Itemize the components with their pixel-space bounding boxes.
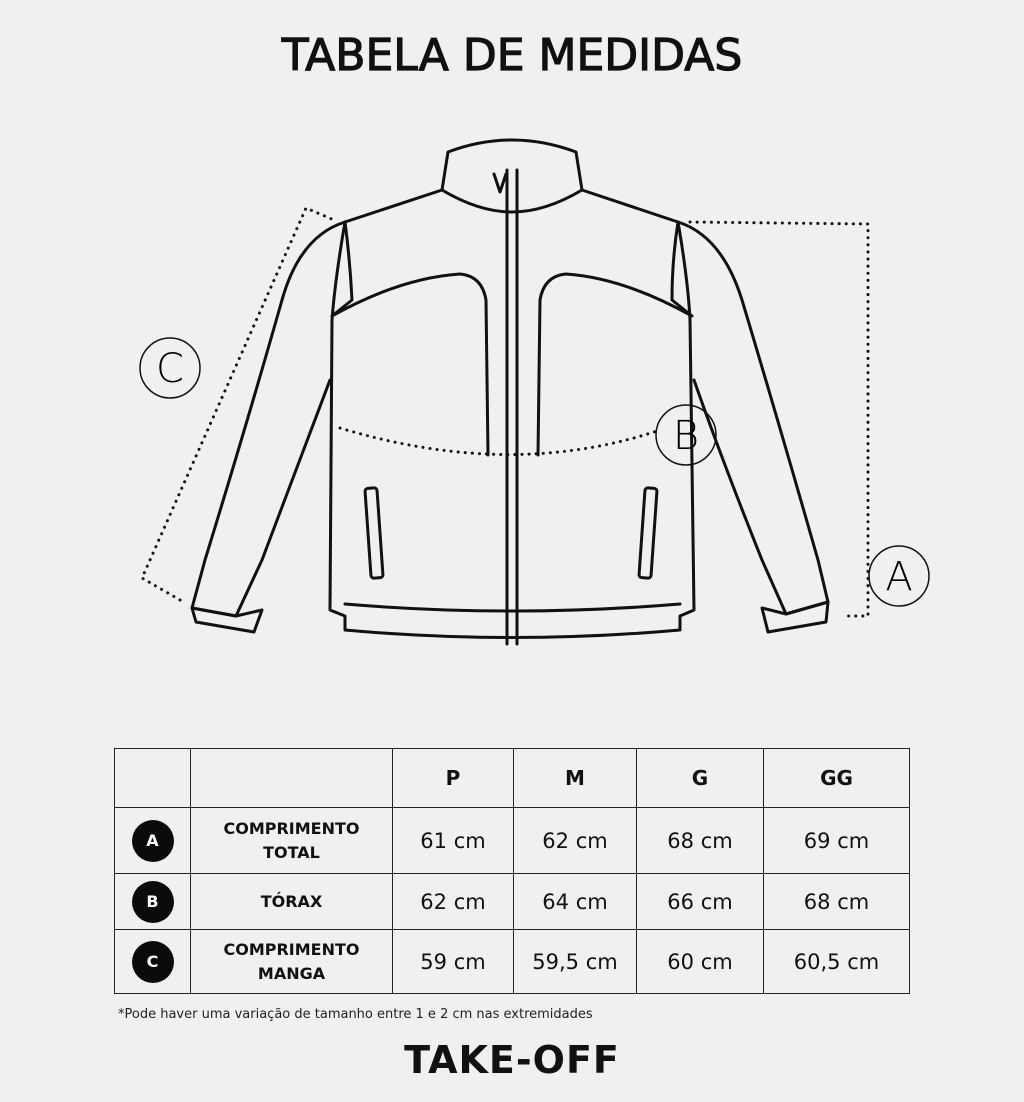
size-table (114, 748, 910, 994)
jacket-diagram (0, 130, 1024, 650)
cell-value: 64 cm (514, 874, 637, 930)
cell-value: 68 cm (764, 874, 910, 930)
page-title: TABELA DE MEDIDAS (281, 30, 743, 81)
jacket-right-pocket (639, 488, 657, 579)
cell-value: 68 cm (637, 808, 764, 874)
jacket-hem-band (345, 604, 680, 611)
cell-value: 60 cm (637, 930, 764, 994)
header-size-g: G (637, 749, 764, 808)
cell-value: 59 cm (393, 930, 514, 994)
table-row (115, 808, 910, 874)
cell-value: 59,5 cm (514, 930, 637, 994)
jacket-left-cuff (192, 608, 262, 632)
label-c: C (156, 346, 184, 392)
header-empty-1 (115, 749, 191, 808)
jacket-left-yoke (332, 222, 488, 455)
footnote: *Pode haver uma variação de tamanho entre 1 e 2 cm nas extremidades (118, 1007, 593, 1022)
label-a: A (885, 554, 913, 600)
cell-value: 62 cm (393, 874, 514, 930)
jacket-collar (442, 140, 582, 212)
jacket-left-pocket (365, 488, 383, 579)
cell-value: 69 cm (764, 808, 910, 874)
cell-value: 60,5 cm (764, 930, 910, 994)
cell-value: 66 cm (637, 874, 764, 930)
row-letter-badge: B (132, 881, 174, 923)
row-label: COMPRIMENTO TOTAL (191, 808, 393, 874)
row-letter-badge: C (132, 941, 174, 983)
jacket-zipper (507, 170, 517, 644)
measure-line-b (340, 428, 660, 455)
jacket-right-yoke (538, 222, 692, 455)
brand-logo: TAKE-OFF (404, 1038, 620, 1082)
header-size-m: M (514, 749, 637, 808)
table-row (115, 930, 910, 994)
table-header-row (115, 749, 910, 808)
header-size-gg: GG (764, 749, 910, 808)
jacket-left-sleeve (192, 222, 345, 616)
jacket-right-sleeve (678, 222, 828, 614)
header-size-p: P (393, 749, 514, 808)
label-b: B (672, 413, 700, 459)
cell-value: 61 cm (393, 808, 514, 874)
measure-line-c (142, 208, 334, 600)
measure-line-a (690, 222, 868, 616)
row-letter-badge: A (132, 820, 174, 862)
row-label: COMPRIMENTO MANGA (191, 930, 393, 994)
cell-value: 62 cm (514, 808, 637, 874)
jacket-right-cuff (762, 602, 828, 632)
row-label: TÓRAX (191, 874, 393, 930)
table-row (115, 874, 910, 930)
header-empty-2 (191, 749, 393, 808)
